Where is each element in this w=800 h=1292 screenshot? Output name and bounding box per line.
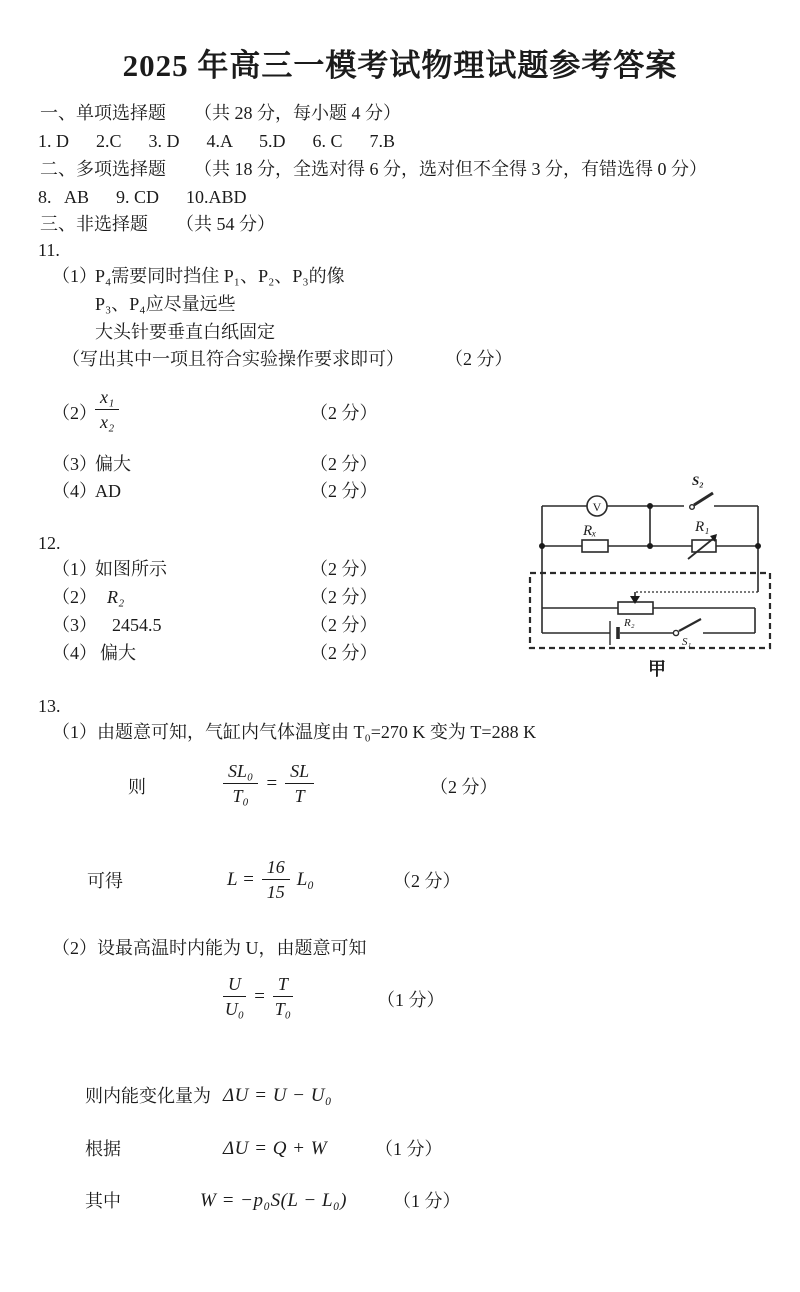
q11-item2-row [0,386,800,438]
q12-item4-label: （4） [52,643,97,663]
q13-eq5-label: 根据 [85,1139,121,1159]
q11-item3-score: （2 分） [310,454,378,474]
q13-eq1-row [0,760,800,814]
q11-item1-score: （2 分） [445,349,513,369]
q12-item4-answer: 偏大 [100,643,136,663]
eq1-lden: T₀ [232,786,249,806]
q11-item1-line1: P₄需要同时挡住 P₁、P₂、P₃的像 [95,266,345,286]
switch-s2-blade [694,493,713,505]
q13-eq6-label: 其中 [85,1191,121,1211]
q13-eq3-row [0,973,800,1027]
eq3-lnum: U [223,973,246,997]
q13-eq4-label: 则内能变化量为 [85,1086,211,1106]
eq3-lden: U₀ [224,999,245,1019]
q13-eq1-score: （2 分） [430,777,498,797]
section3-note: （共 54 分） [176,214,275,234]
q11-item2-fraction [95,386,119,433]
fraction-denominator: x₂ [100,412,115,432]
s1-label: S₁ [682,636,692,648]
question13-number: 13. [38,696,61,716]
q13-eq5-score: （1 分） [375,1139,443,1159]
q13-part1-intro-row [0,719,800,745]
circuit-diagram-svg [524,468,796,683]
section1-heading: 一、单项选择题 [40,103,166,123]
q11-item1-note-row [0,346,800,372]
q12-item1-label: （1） [52,559,97,579]
eq2-lhs: L = [227,868,255,890]
eq1-right-fraction [285,760,314,807]
q11-item1-label: （1） [52,266,97,286]
eq3-left-fraction [223,973,246,1020]
q12-item1-answer: 如图所示 [95,559,167,579]
switch-s2-pivot [690,505,695,510]
q11-item4-label: （4） [52,481,97,501]
q11-item1-line2: P₃、P₄应尽量远些 [95,294,236,314]
q13-eq5-row [0,1136,800,1162]
equals-sign: = [253,985,266,1007]
dashed-box [530,573,770,648]
multi-choice-answers: 8. AB 9. CD 10.ABD [38,187,247,207]
q11-item3-answer: 偏大 [95,454,131,474]
s2-label: S₂ [692,473,704,488]
q13-eq6-row [0,1188,800,1214]
eq2-rhs: L₀ [296,868,314,890]
question12-number: 12. [38,533,61,553]
resistor-rx [582,540,608,552]
eq3-rden: T₀ [274,999,291,1019]
eq3-rnum: T [273,973,293,997]
q12-item3-score: （2 分） [310,615,378,635]
q11-item4-answer: AD [95,481,121,501]
q13-eq4-row [0,1083,800,1109]
question11-number: 11. [38,240,60,260]
section3-heading: 三、非选择题 [40,214,148,234]
q13-eq3 [223,973,293,1020]
eq1-rnum: SL [285,760,314,784]
eq2-num: 16 [262,856,290,880]
figure-caption: 甲 [648,659,666,679]
page-title: 2025 年高三一模考试物理试题参考答案 [122,48,678,83]
voltmeter-label: V [592,500,602,514]
q13-eq2-score: （2 分） [393,871,461,891]
r1-label: R₁ [695,519,710,535]
voltmeter-icon [587,496,607,516]
section2-heading-row [0,156,800,182]
q11-item1-row3 [0,319,800,345]
q13-eq2-row [0,856,800,910]
q11-item1-row2 [0,291,800,317]
q11-item3-label: （3） [52,454,97,474]
section1-note: （共 28 分，每小题 4 分） [194,103,401,123]
q13-part1-intro: （1）由题意可知，气缸内气体温度由 T₀=270 K 变为 T=288 K [52,722,537,742]
q13-eq2 [227,856,314,903]
q11-item1-line3: 大头针要垂直白纸固定 [95,322,275,342]
q13-eq2-label: 可得 [87,871,123,891]
question11-number-row [0,237,800,263]
section1-heading-row [0,100,800,126]
eq3-right-fraction [273,973,293,1020]
switch-s1-blade [679,619,701,631]
q13-eq6-score: （1 分） [393,1191,461,1211]
q13-eq1-label: 则 [128,777,146,797]
q12-item2-answer: R₂ [107,587,125,607]
fraction-numerator: x₁ [95,386,119,410]
eq2-fraction [262,856,290,903]
section2-note: （共 18 分，全选对得 6 分，选对但不全得 3 分，有错选得 0 分） [194,159,707,179]
r2-label: R₂ [624,617,635,629]
eq1-lnum: SL₀ [223,760,258,784]
rx-label: Rₓ [583,523,597,539]
eq2-den: 15 [266,882,285,902]
q12-item2-score: （2 分） [310,587,378,607]
section3-heading-row [0,211,800,237]
q13-eq6: W = −p₀S(L − L₀) [200,1190,347,1211]
q12-item1-score: （2 分） [310,559,378,579]
section1-answers-row [0,128,800,154]
switch-s1-pivot [673,630,678,635]
section2-heading: 二、多项选择题 [40,159,166,179]
q11-item1-note: （写出其中一项且符合实验操作要求即可） [62,349,404,369]
q11-item1-row1 [0,263,800,289]
single-choice-answers: 1. D 2.C 3. D 4.A 5.D 6. C 7.B [38,131,396,151]
q13-part2-intro-row [0,935,800,961]
switch-s2 [690,493,713,509]
q13-part2-intro: （2）设最高温时内能为 U，由题意可知 [52,938,367,958]
q12-item3-label: （3） [52,615,97,635]
q13-eq5: ΔU = Q + W [223,1138,328,1159]
eq1-left-fraction [223,760,258,807]
circuit-figure [524,468,796,683]
eq1-rden: T [294,786,305,806]
q12-item3-answer: 2454.5 [112,615,162,635]
equals-sign: = [265,772,279,794]
q13-eq3-score: （1 分） [377,990,445,1010]
q12-item2-label: （2） [52,587,97,607]
q11-item2-label: （2） [52,403,97,423]
q12-item4-score: （2 分） [310,643,378,663]
q11-item2-score: （2 分） [310,403,378,423]
question13-number-row [0,693,800,719]
potentiometer-r2 [618,602,653,614]
q13-eq4: ΔU = U − U₀ [223,1085,333,1106]
q11-item4-score: （2 分） [310,481,378,501]
section2-answers-row [0,184,800,210]
q13-eq1 [223,760,314,807]
